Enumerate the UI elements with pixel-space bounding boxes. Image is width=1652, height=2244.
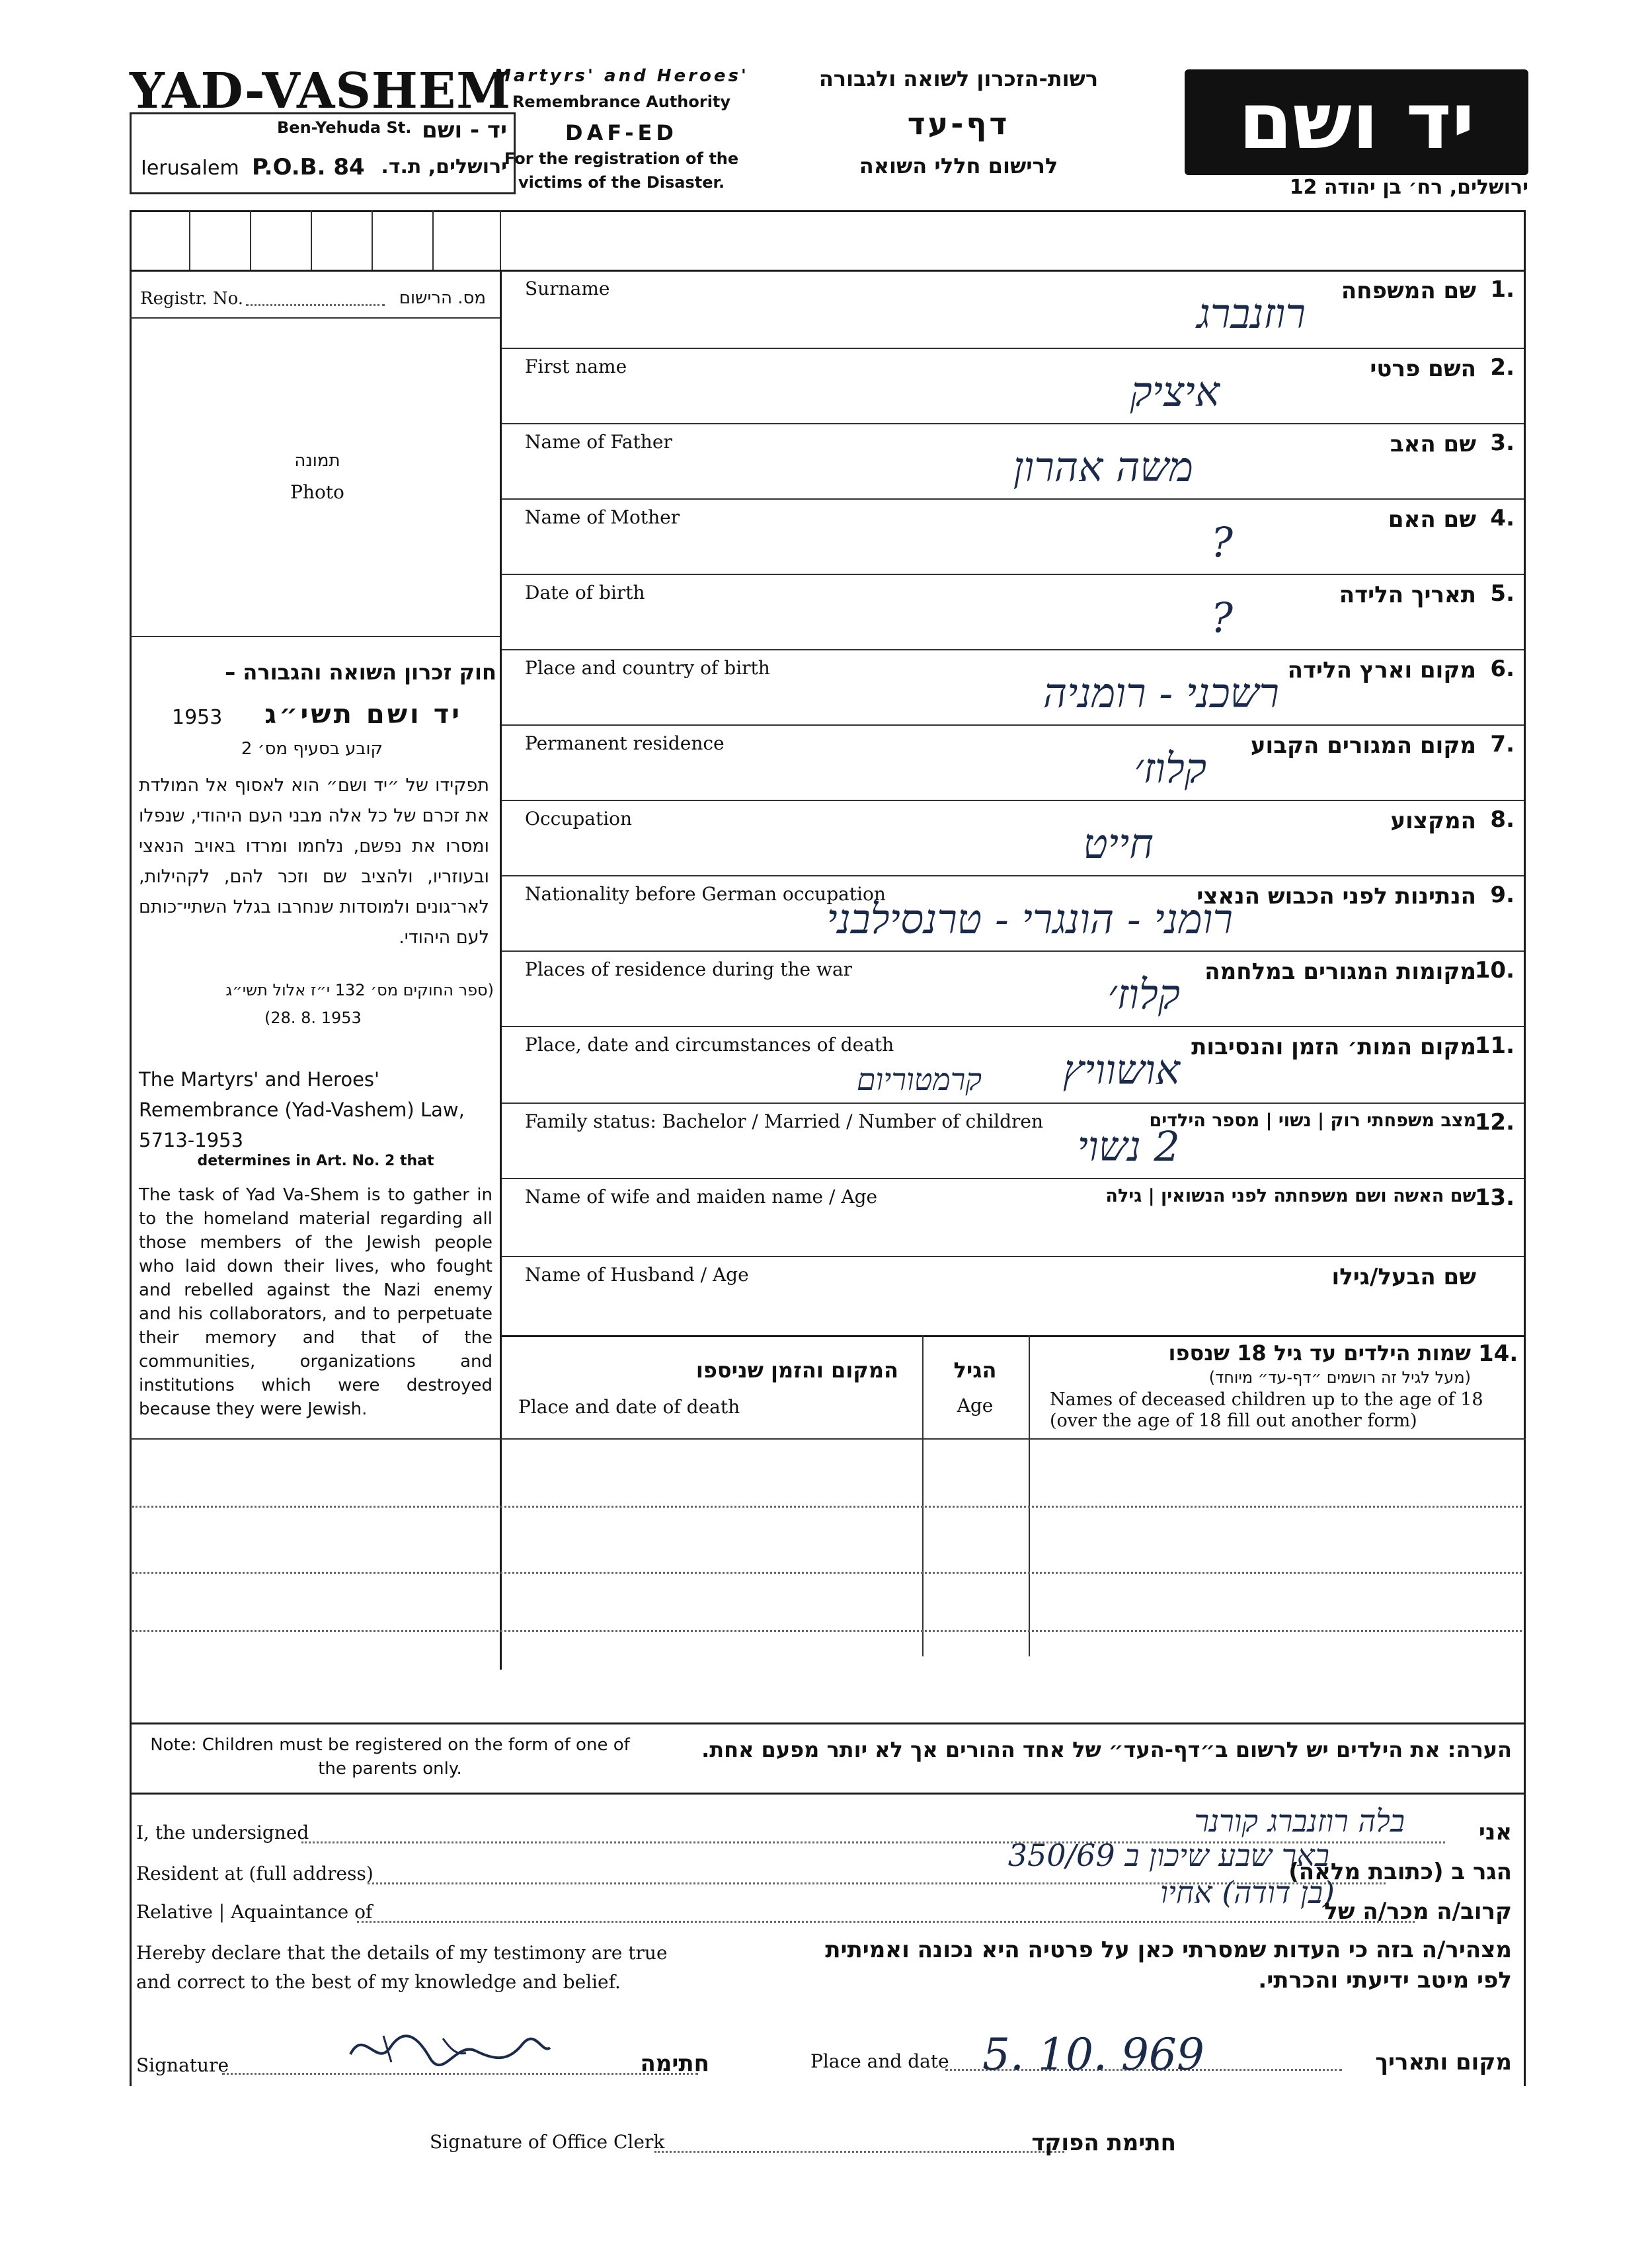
field-label-en: Nationality before German occupation: [525, 883, 886, 905]
note-hebrew: הערה: את הילדים יש לרשום ב״דף-העד״ של אחד ההורים אך לא יותר מפעם אחת.: [701, 1737, 1512, 1762]
stamp-hebrew: יד - ושם: [422, 117, 507, 143]
age-hebrew: הגיל: [953, 1358, 997, 1383]
field-label-hebrew: מקום המגורים הקבוע: [1250, 732, 1476, 759]
child-row[interactable]: [132, 1506, 1522, 1508]
law-title-hebrew: חוק זכרון השואה והגבורה –: [225, 660, 496, 685]
field-label-hebrew: שם האב: [1390, 431, 1476, 457]
relative-label: Relative | Aquaintance of: [136, 1901, 373, 1923]
field-label-en: Place, date and circumstances of death: [525, 1034, 894, 1056]
field-row[interactable]: [502, 1178, 1524, 1257]
children-title-hebrew: שמות הילדים עד גיל 18 שנספו: [1168, 1340, 1471, 1366]
field-row[interactable]: [502, 800, 1524, 876]
undersigned-value[interactable]: בלה רוזנברג קורנר: [1194, 1803, 1405, 1839]
registr-label: Registr. No.: [140, 289, 244, 309]
stamp-street: Ben-Yehuda St.: [277, 118, 412, 137]
logo-address: ירושלים, רח׳ בן יהודה 12: [1289, 176, 1528, 199]
children-sub-hebrew: (מעל לגיל זה רושמים ״דף-עד״ מיוחד): [1208, 1368, 1471, 1387]
authority-line1: Martyrs' and Heroes': [494, 66, 749, 86]
hebrew-authority: רשות-הזכרון לשואה ולגבורה: [818, 66, 1099, 91]
place-date-hebrew: מקום ותאריך: [1375, 2049, 1512, 2075]
child-row[interactable]: [132, 1572, 1522, 1574]
undersigned-label: I, the undersigned: [136, 1822, 309, 1843]
signature-scribble: [344, 2021, 555, 2074]
field-label-hebrew: שם האשה ושם משפחתה לפני הנשואין | גילה: [1105, 1186, 1476, 1206]
children-sub-en: (over the age of 18 fill out another form): [1050, 1411, 1417, 1431]
authority-line2: Remembrance Authority: [512, 93, 731, 111]
field-number: 9.: [1490, 882, 1514, 908]
signature-hebrew: חתימה: [640, 2050, 709, 2077]
field-number: 10.: [1474, 957, 1514, 984]
address-stamp: [130, 112, 516, 194]
field-label-hebrew: הנתינות לפני הכבוש הנאצי: [1197, 883, 1476, 909]
undersigned-hebrew: אני: [1478, 1819, 1512, 1845]
field-value[interactable]: משה אהרון: [1013, 443, 1193, 491]
field-row[interactable]: [502, 574, 1524, 650]
place-death-hebrew: המקום והזמן שניספו: [695, 1358, 898, 1383]
field-value-secondary[interactable]: קרמטוריום: [856, 1062, 982, 1097]
relative-value[interactable]: (בן דודה) אחיו: [1160, 1875, 1335, 1910]
field-value[interactable]: רומני - הונגרי - טרנסילבני: [826, 895, 1233, 943]
law-reference-hebrew: (ספר החוקים מס׳ 132 י״ז אלול תשי״ג: [225, 981, 494, 999]
law-text-hebrew: תפקידו של ״יד ושם״ הוא לאסוף אל המולדת את זכרם של כל אלה מבני העם היהודי, שנפלו ומסרו את נפשם, נלחמו ומרדו באויב הנאצי ובעוזריו, ולהציב שם וזכר להם, לקהילות, לאר־גונים ולמוסדות שנחרבו בגלל השתיי־כותם לעם היהודי.: [139, 775, 489, 948]
registr-field[interactable]: [246, 304, 385, 306]
field-row[interactable]: [502, 950, 1524, 1027]
field-label-en: Family status: Bachelor / Married / Number of children: [525, 1110, 1044, 1132]
hereby-hebrew-2: לפי מיטב ידיעתי והכרתי.: [1258, 1967, 1512, 1993]
field-label-en: Date of birth: [525, 582, 645, 603]
field-label-en: Name of Mother: [525, 506, 680, 528]
law-reference-date: (28. 8. 1953: [264, 1009, 362, 1027]
field-label-hebrew: מקום המות׳ הזמן והנסיבות: [1191, 1034, 1476, 1060]
field-label-hebrew: השם פרטי: [1370, 356, 1476, 382]
field-row[interactable]: [502, 498, 1524, 575]
field-row[interactable]: [502, 348, 1524, 424]
yad-vashem-logo: [1185, 69, 1528, 175]
registr-hebrew: מס. הרישום: [399, 288, 486, 308]
field-row[interactable]: [502, 1026, 1524, 1104]
field-number: 6.: [1490, 656, 1514, 682]
place-date-label: Place and date: [810, 2050, 949, 2072]
child-row[interactable]: [132, 1630, 1522, 1632]
field-value[interactable]: קלוז׳: [1107, 970, 1180, 1019]
clerk-hebrew: חתימת הפוקד: [1031, 2130, 1176, 2156]
law-year: 1953: [172, 706, 223, 729]
signature-label: Signature: [136, 2054, 229, 2076]
law-clause-hebrew: קובע בסעיף מס׳ 2: [241, 739, 383, 759]
logo-text: יד ושם: [1238, 75, 1475, 167]
field-number: 5.: [1490, 580, 1514, 607]
field-label-en: Name of Father: [525, 431, 672, 453]
field-number: 2.: [1490, 354, 1514, 381]
field-label-hebrew: המקצוע: [1390, 808, 1476, 834]
relative-hebrew: קרוב/ה מכר/ה של: [1324, 1898, 1512, 1925]
law-determines: determines in Art. No. 2 that: [197, 1153, 434, 1169]
clerk-label: Signature of Office Clerk: [430, 2131, 665, 2153]
field-number: 8.: [1490, 806, 1514, 833]
field-value[interactable]: ?: [1210, 594, 1233, 642]
field-label-hebrew: שם הבעל/גילו: [1331, 1264, 1476, 1290]
field-number: 13.: [1474, 1184, 1514, 1211]
field-label-en: Occupation: [525, 808, 633, 830]
org-title: YAD-VASHEM: [130, 63, 512, 120]
field-label-hebrew: מצב משפחתי רוק | נשוי | מספר הילדים: [1149, 1110, 1476, 1131]
field-value[interactable]: איציק: [1130, 368, 1220, 416]
resident-label: Resident at (full address): [136, 1863, 374, 1884]
hereby-en-1: Hereby declare that the details of my testimony are true: [136, 1942, 668, 1964]
field-label-en: Name of wife and maiden name / Age: [525, 1186, 878, 1208]
field-row[interactable]: [502, 875, 1524, 952]
field-row[interactable]: [502, 423, 1524, 500]
field-label-en: Surname: [525, 278, 610, 299]
hebrew-form-name: דף-עד: [907, 106, 1010, 141]
note-en: Note: Children must be registered on the form of one of the parents only.: [150, 1735, 630, 1779]
law-title-en: The Martyrs' and Heroes' Remembrance (Yad-Vashem) Law, 5713-1953: [139, 1068, 465, 1151]
age-en: Age: [957, 1395, 994, 1416]
field-row[interactable]: [502, 649, 1524, 726]
field-value[interactable]: קלוז׳: [1134, 744, 1206, 793]
hereby-en-2: and correct to the best of my knowledge and belief.: [136, 1971, 621, 1993]
field-row[interactable]: [502, 724, 1524, 801]
signature[interactable]: [344, 2021, 555, 2074]
field-label-en: Name of Husband / Age: [525, 1264, 749, 1286]
place-date-value[interactable]: 5. 10. 969: [982, 2029, 1204, 2080]
hebrew-purpose: לרישום חללי השואה: [859, 153, 1058, 178]
field-label-en: Permanent residence: [525, 732, 725, 754]
children-num: 14.: [1478, 1340, 1518, 1367]
field-label-hebrew: מקום וארץ הלידה: [1287, 657, 1476, 683]
photo-hebrew: תמונה: [294, 451, 340, 471]
field-value[interactable]: רוזנברג: [1197, 290, 1306, 338]
field-number: 11.: [1474, 1032, 1514, 1059]
field-row[interactable]: [502, 1256, 1524, 1336]
field-label-hebrew: תאריך הלידה: [1339, 582, 1476, 608]
resident-hebrew: הגר ב (כתובת מלאה): [1288, 1859, 1512, 1885]
resident-value[interactable]: באר שבע שיכון ב 350/69: [1007, 1838, 1329, 1873]
field-row[interactable]: [502, 271, 1524, 348]
place-death-en: Place and date of death: [518, 1396, 740, 1418]
children-title-en: Names of deceased children up to the age of 18: [1050, 1389, 1483, 1410]
stamp-city: Ierusalem: [141, 157, 239, 180]
field-value[interactable]: רשכני - רומניה: [1042, 669, 1279, 717]
field-label-hebrew: שם האם: [1388, 506, 1476, 533]
field-number: 1.: [1490, 276, 1514, 303]
field-label-en: Place and country of birth: [525, 657, 770, 679]
field-number: 7.: [1490, 731, 1514, 757]
hereby-hebrew-1: מצהיר/ה בזה כי העדות שמסרתי כאן על פרטיה היא נכונה ואמיתית: [825, 1937, 1512, 1963]
field-label-en: First name: [525, 356, 627, 377]
field-number: 4.: [1490, 505, 1514, 531]
field-row[interactable]: [502, 1103, 1524, 1179]
field-number: 12.: [1474, 1109, 1514, 1136]
field-number: 3.: [1490, 430, 1514, 456]
law-text-en: The task of Yad Va-Shem is to gather in to the homeland material regarding all those members of the Jewish people who laid down their lives, who fought and rebelled against the Nazi enemy and his collaborators, and to perpetuate their memory and that of the communities, organizations and institutions which were destroyed because they were Jewish.: [139, 1185, 492, 1419]
field-value[interactable]: 2 נשוי: [1077, 1122, 1180, 1171]
field-label-hebrew: מקומות המגורים במלחמה: [1204, 958, 1476, 985]
field-value[interactable]: אושוויץ: [1062, 1046, 1180, 1094]
field-value[interactable]: חייט: [1083, 820, 1154, 868]
photo-box[interactable]: [132, 319, 498, 636]
law-name-hebrew: יד ושם תשי״ג: [264, 699, 462, 730]
stamp-pob: P.O.B. 84: [252, 154, 365, 180]
field-label-hebrew: שם המשפחה: [1341, 278, 1476, 304]
field-label-en: Places of residence during the war: [525, 958, 853, 980]
photo-label: Photo: [290, 481, 344, 503]
form-purpose-line1: For the registration of the: [504, 149, 739, 168]
form-purpose-line2: victims of the Disaster.: [518, 173, 725, 192]
clerk-field[interactable]: [654, 2151, 1064, 2153]
form-name: DAF-ED: [565, 120, 678, 145]
field-value[interactable]: ?: [1210, 518, 1233, 566]
stamp-city-hebrew: ירושלים, ת.ד.: [381, 155, 507, 178]
